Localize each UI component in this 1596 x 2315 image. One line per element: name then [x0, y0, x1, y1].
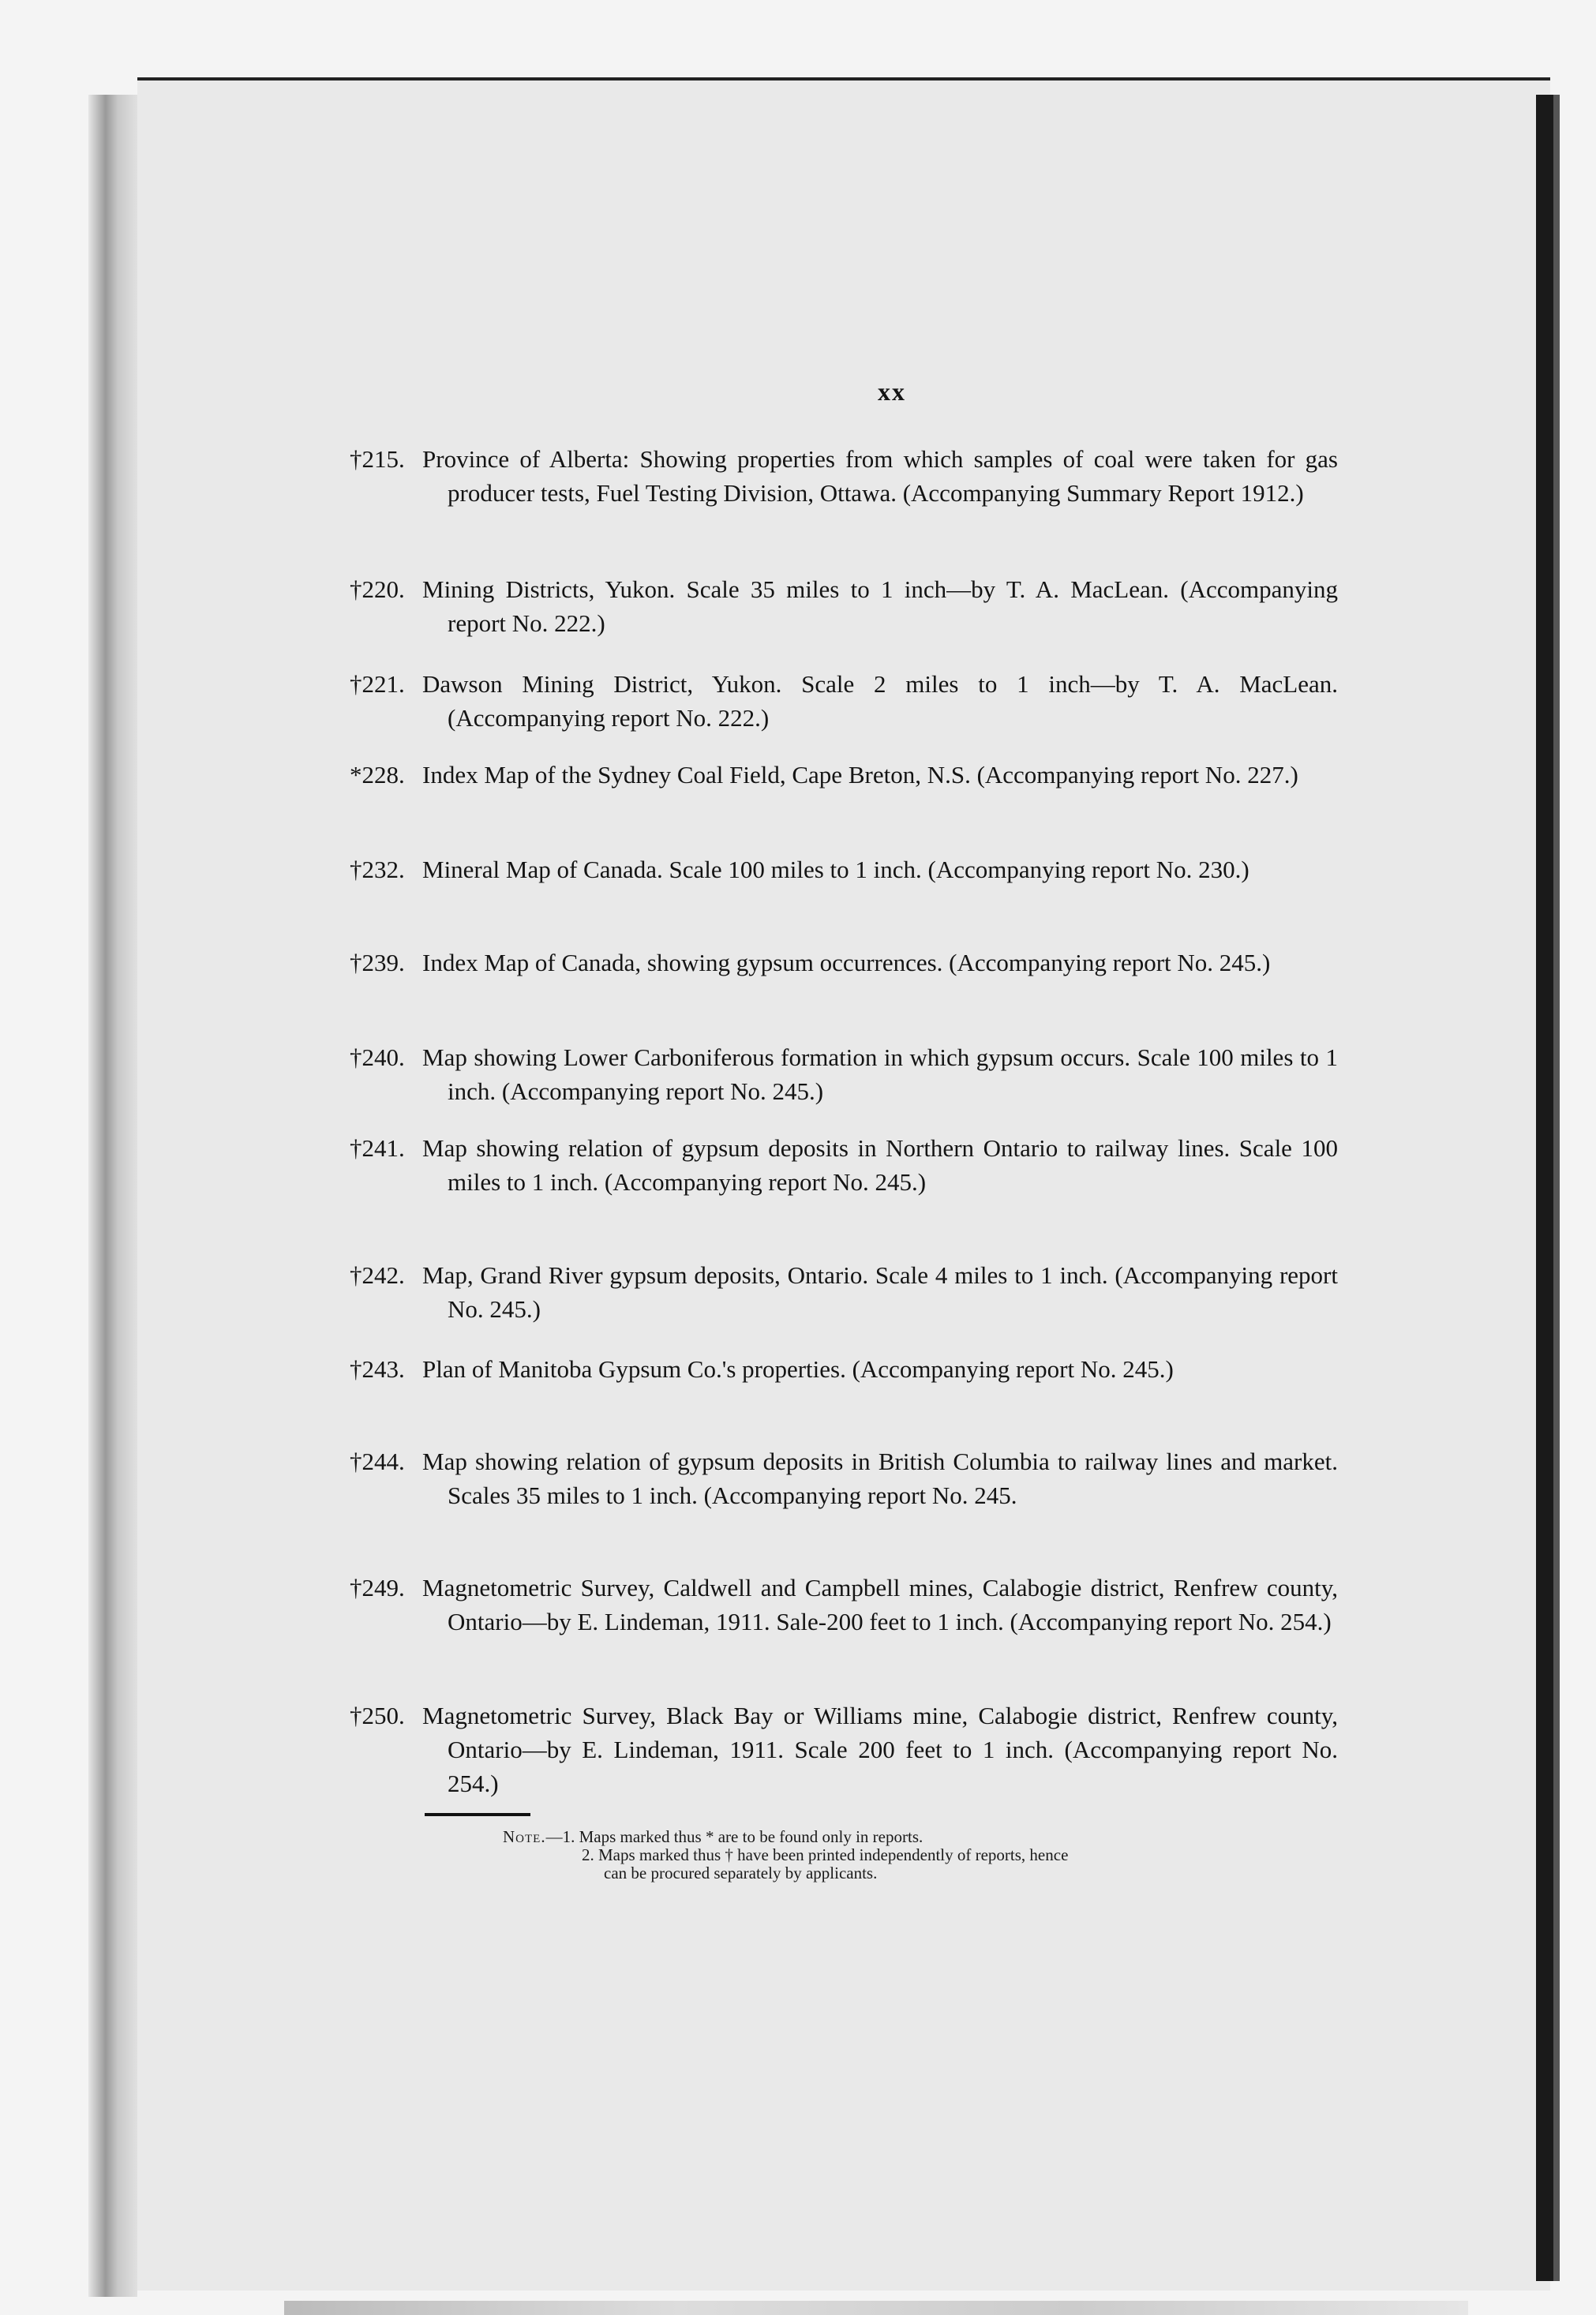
map-entry-240 — [350, 1040, 1338, 1108]
entry-number: †242. — [350, 1261, 405, 1289]
map-entry-243 — [350, 1352, 1338, 1386]
right-page-edge — [1553, 95, 1560, 2281]
map-entry-215 — [350, 442, 1338, 510]
map-entry-221 — [350, 667, 1338, 735]
map-entry-242 — [350, 1258, 1338, 1326]
entry-text: Plan of Manitoba Gypsum Co.'s properties. (Accompanying report No. 245.) — [422, 1355, 1174, 1383]
entry-text: Map showing Lower Carboniferous formation in which gypsum occurs. Scale 100 miles to 1 inch. (Accompanying report No. 245.) — [422, 1043, 1338, 1105]
footnote-line-3: can be procured separately by applicants. — [604, 1864, 878, 1882]
map-entry-249 — [350, 1571, 1338, 1639]
entry-number: †215. — [350, 445, 405, 473]
left-binding-edge — [88, 95, 137, 2297]
footnote-line-2: 2. Maps marked thus † have been printed independently of reports, hence — [582, 1845, 1069, 1864]
page-running-head: xx — [878, 377, 906, 406]
entry-text: Dawson Mining District, Yukon. Scale 2 miles to 1 inch—by T. A. MacLean. (Accompanying report No. 222.) — [422, 670, 1338, 732]
entry-number: †243. — [350, 1355, 405, 1383]
footnote — [503, 1828, 1339, 1882]
entry-number: †221. — [350, 670, 405, 698]
footnote-line-1: —1. Maps marked thus * are to be found only in reports. — [545, 1827, 924, 1846]
entry-number: †232. — [350, 856, 405, 883]
entry-number: †241. — [350, 1134, 405, 1162]
entry-number: †240. — [350, 1043, 405, 1071]
right-binding-edge — [1536, 95, 1553, 2281]
footnote-label: Note. — [503, 1827, 546, 1846]
entry-number: †249. — [350, 1574, 405, 1601]
map-entry-228 — [350, 758, 1338, 792]
map-entry-241 — [350, 1131, 1338, 1199]
map-entry-220 — [350, 572, 1338, 640]
entry-text: Map, Grand River gypsum deposits, Ontario. Scale 4 miles to 1 inch. (Accompanying report No. 245.) — [422, 1261, 1338, 1323]
entry-text: Index Map of the Sydney Coal Field, Cape Breton, N.S. (Accompanying report No. 227.) — [422, 761, 1298, 789]
entry-text: Mining Districts, Yukon. Scale 35 miles to 1 inch—by T. A. MacLean. (Accompanying report No. 222.) — [422, 575, 1338, 637]
entry-text: Map showing relation of gypsum deposits in British Columbia to railway lines and market. Scales 35 miles to 1 inch. (Accompanying report No. 245. — [422, 1448, 1338, 1509]
entry-text: Province of Alberta: Showing properties from which samples of coal were taken for gas producer tests, Fuel Testing Division, Ottawa. (Accompanying Summary Report 1912.) — [422, 445, 1338, 507]
entry-number: †250. — [350, 1702, 405, 1729]
map-entry-239 — [350, 946, 1338, 980]
entry-text: Magnetometric Survey, Caldwell and Campbell mines, Calabogie district, Renfrew county, Ontario—by E. Lindeman, 1911. Sale-200 feet to 1 inch. (Accompanying report No. 254.) — [422, 1574, 1338, 1635]
map-entry-250 — [350, 1699, 1338, 1800]
entry-number: *228. — [350, 761, 405, 789]
entry-text: Mineral Map of Canada. Scale 100 miles to 1 inch. (Accompanying report No. 230.) — [422, 856, 1249, 883]
entry-text: Map showing relation of gypsum deposits in Northern Ontario to railway lines. Scale 100 miles to 1 inch. (Accompanying report No. 245.) — [422, 1134, 1338, 1196]
entry-number: †220. — [350, 575, 405, 603]
entry-text: Index Map of Canada, showing gypsum occurrences. (Accompanying report No. 245.) — [422, 949, 1271, 976]
entry-text: Magnetometric Survey, Black Bay or Williams mine, Calabogie district, Renfrew county, Ontario—by E. Lindeman, 1911. Scale 200 feet to 1 inch. (Accompanying report No. 254.) — [422, 1702, 1338, 1797]
bottom-scan-edge — [284, 2301, 1468, 2315]
footnote-rule — [425, 1813, 530, 1816]
map-entry-232 — [350, 852, 1338, 886]
entry-number: †244. — [350, 1448, 405, 1475]
entry-number: †239. — [350, 949, 405, 976]
map-entry-244 — [350, 1444, 1338, 1512]
